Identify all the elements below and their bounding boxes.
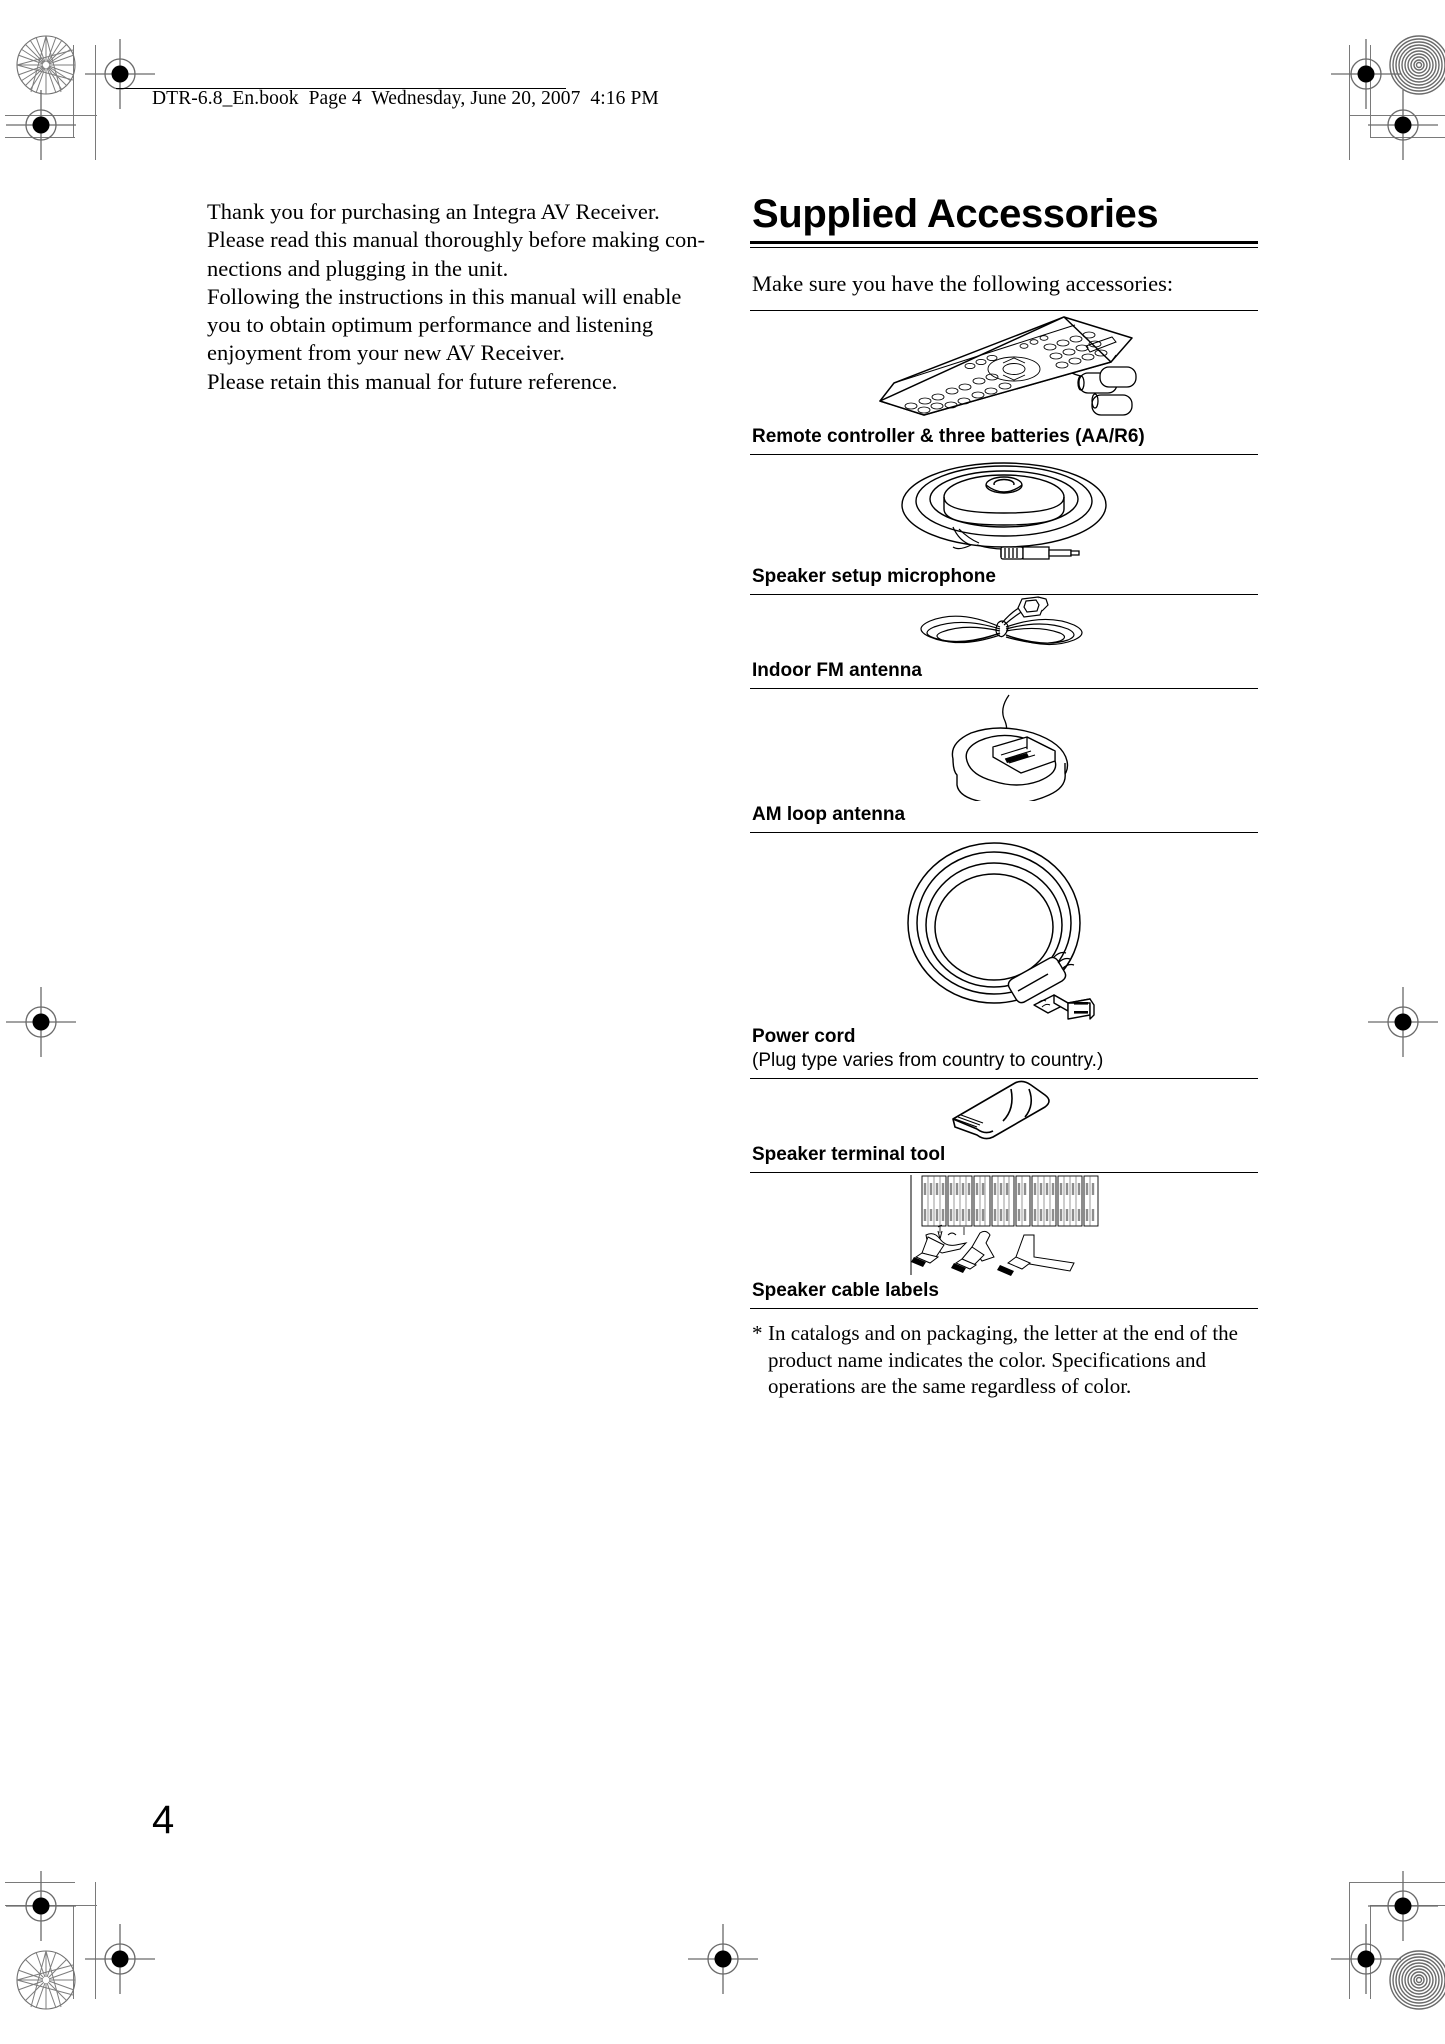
- accessory-item-speaker-terminal-tool: [750, 1079, 1258, 1173]
- fm-antenna-icon: [750, 595, 1258, 657]
- section-lead-text: Make sure you have the following accessories:: [752, 271, 1174, 296]
- am-loop-antenna-icon: [750, 689, 1258, 801]
- speaker-terminal-tool-icon: [750, 1079, 1258, 1141]
- accessory-rule: [750, 1308, 1258, 1309]
- section-title: Supplied Accessories: [752, 192, 1159, 236]
- title-rule-thin: [750, 247, 1258, 248]
- intro-line: Please read this manual thoroughly before making con-: [207, 227, 705, 253]
- intro-line: nections and plugging in the unit.: [207, 255, 509, 281]
- accessory-item-speaker-cable-labels: [750, 1173, 1258, 1309]
- footnote-text: In catalogs and on packaging, the letter at the end of the product name indicates the color. Specifications and operations are the same regardless of color.: [768, 1321, 1238, 1398]
- registration-starburst-target-icon: [14, 1948, 78, 2012]
- accessory-item-am-loop-antenna: [750, 689, 1258, 833]
- registration-crosshair-icon: [83, 1922, 157, 1996]
- setup-microphone-icon: [750, 455, 1258, 563]
- accessory-item-remote-controller: [750, 311, 1258, 455]
- registration-crosshair-icon: [1366, 88, 1440, 162]
- intro-line: Following the instructions in this manual will enable: [207, 283, 682, 309]
- intro-line: Please retain this manual for future reference.: [207, 368, 618, 394]
- supplied-accessories-section: [750, 190, 1258, 1400]
- registration-crosshair-icon: [83, 37, 157, 111]
- accessory-caption: AM loop antenna: [752, 804, 906, 825]
- intro-line: you to obtain optimum performance and listening: [207, 312, 654, 338]
- registration-crosshair-icon: [4, 88, 78, 162]
- accessory-item-setup-microphone: [750, 455, 1258, 595]
- speaker-cable-labels-icon: [750, 1173, 1258, 1277]
- footnote: [752, 1320, 1258, 1400]
- accessory-item-fm-antenna: [750, 595, 1258, 689]
- intro-line: Thank you for purchasing an Integra AV Receiver.: [207, 199, 660, 224]
- title-rule-thick: [750, 241, 1258, 244]
- registration-crosshair-icon: [4, 985, 78, 1059]
- registration-crosshair-icon: [4, 1869, 78, 1943]
- page-header-text: DTR-6.8_En.book Page 4 Wednesday, June 20, 2007 4:16 PM: [152, 88, 659, 109]
- page-number: 4: [152, 1798, 175, 1842]
- remote-controller-icon: [750, 311, 1258, 423]
- accessory-subcaption: (Plug type varies from country to country.): [752, 1050, 1104, 1071]
- accessory-caption: Speaker cable labels: [752, 1280, 939, 1301]
- accessory-caption: Speaker setup microphone: [752, 566, 996, 587]
- registration-crosshair-icon: [1366, 985, 1440, 1059]
- registration-crosshair-icon: [1366, 1869, 1440, 1943]
- accessory-item-power-cord: [750, 833, 1258, 1079]
- footnote-marker: *: [752, 1321, 763, 1345]
- accessory-caption: Power cord: [752, 1026, 856, 1047]
- accessory-caption: Remote controller & three batteries (AA/R6): [752, 426, 1145, 447]
- intro-paragraph: [207, 198, 707, 396]
- power-cord-icon: [750, 833, 1258, 1023]
- accessory-caption: Indoor FM antenna: [752, 660, 922, 681]
- intro-line: enjoyment from your new AV Receiver.: [207, 340, 565, 366]
- accessory-caption: Speaker terminal tool: [752, 1144, 946, 1165]
- registration-crosshair-icon: [686, 1922, 760, 1996]
